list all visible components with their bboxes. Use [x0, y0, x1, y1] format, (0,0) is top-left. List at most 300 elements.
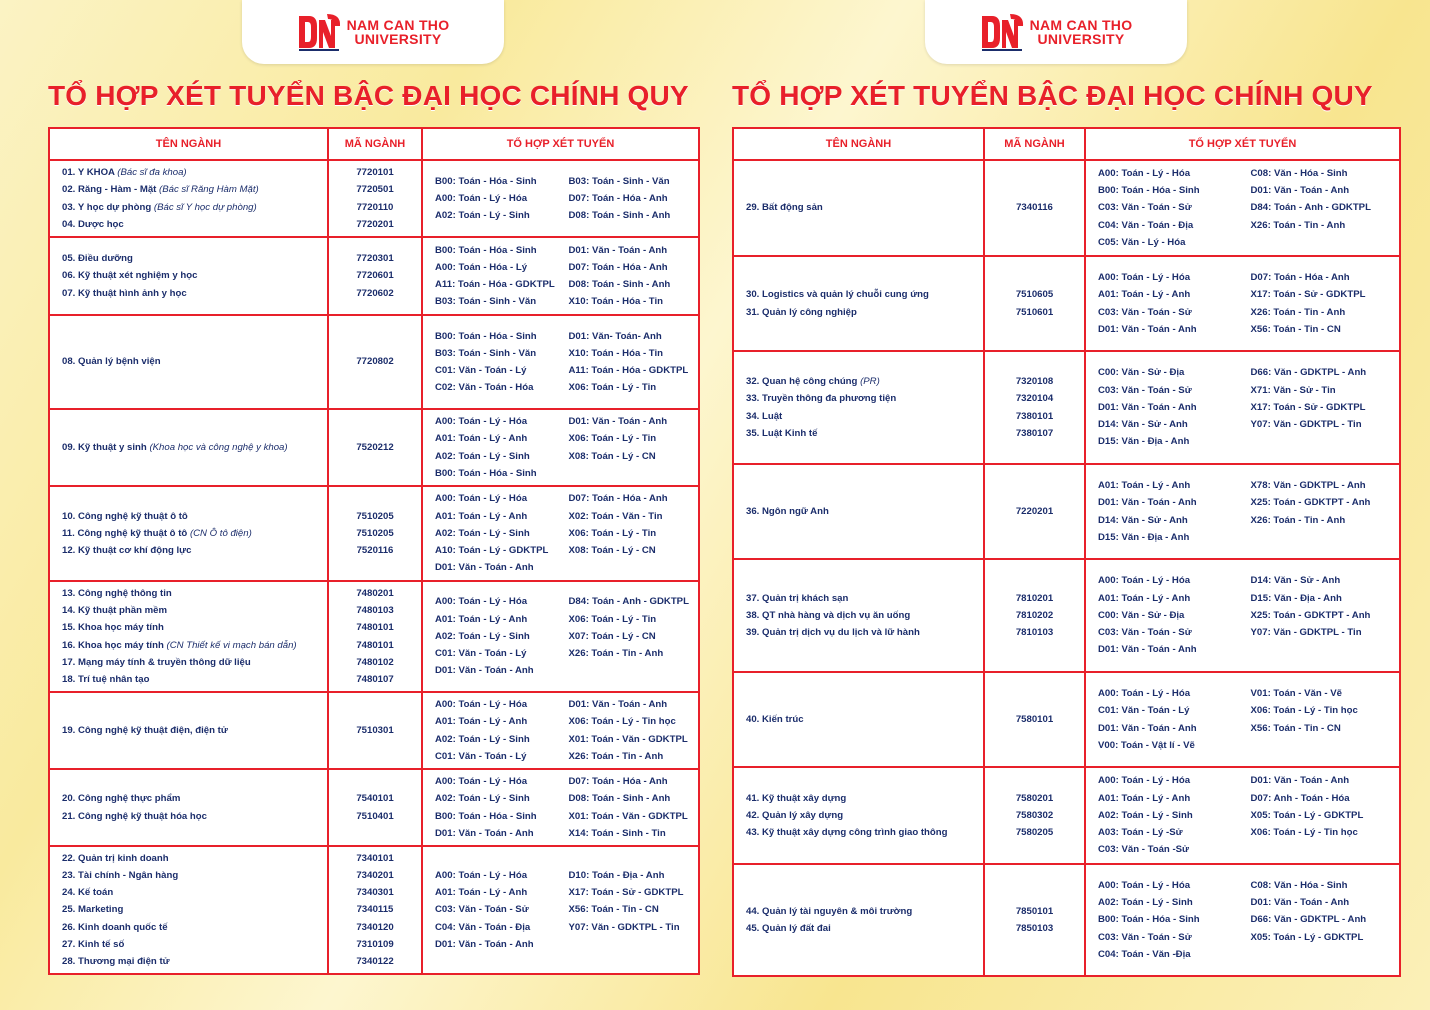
combination-cell — [1085, 351, 1400, 464]
subject-combination: A01: Toán - Lý - Anh — [1098, 792, 1191, 804]
subject-combination: X17: Toán - Sử - GDKTPL — [1250, 401, 1366, 413]
programs-table-left — [48, 127, 700, 975]
subject-combination: A02: Toán - Lý - Sinh — [1098, 809, 1193, 821]
program-codes-cell — [328, 409, 422, 486]
subject-combination: D15: Văn - Địa - Anh — [1098, 531, 1190, 543]
subject-combination: D14: Văn - Sử - Anh — [1250, 575, 1341, 587]
program-code: 7340101 — [356, 852, 394, 864]
program-name: 32. Quan hệ công chúng (PR) — [746, 376, 880, 388]
subject-combination: X26: Toán - Tin - Anh — [1250, 219, 1346, 231]
program-name: 31. Quản lý công nghiệp — [746, 306, 857, 318]
combination-cell — [422, 409, 699, 486]
subject-combination: B00: Toán - Hóa - Sinh — [435, 467, 537, 479]
program-code: 7510205 — [356, 527, 394, 539]
subject-combination: C04: Văn - Toán - Địa — [1098, 219, 1194, 231]
program-code: 7510605 — [1015, 289, 1054, 301]
subject-combination: B03: Toán - Sinh - Văn — [435, 347, 537, 359]
table-row — [733, 559, 1400, 672]
combination-cell — [422, 846, 699, 974]
program-codes-cell — [328, 237, 422, 315]
subject-combination: B03: Toán - Sinh - Văn — [568, 175, 670, 187]
table-row — [49, 409, 699, 486]
subject-combination: V01: Toán - Văn - Vẽ — [1250, 688, 1343, 700]
table-row — [49, 769, 699, 846]
program-code: 7850103 — [1015, 923, 1054, 934]
subject-combination: V00: Toán - Vật lí - Vẽ — [1098, 739, 1195, 751]
program-name: 02. Răng - Hàm - Mặt (Bác sĩ Răng Hàm Mặt) — [62, 184, 259, 196]
subject-combination: C04: Văn - Toán - Địa — [435, 921, 531, 933]
program-code: 7720802 — [356, 356, 394, 368]
program-code: 7580101 — [1015, 713, 1054, 725]
table-row — [49, 160, 699, 237]
subject-combination: C02: Văn - Toán - Hóa — [435, 382, 534, 394]
program-code: 7720110 — [356, 201, 394, 213]
program-codes-cell — [984, 672, 1085, 767]
table-row — [49, 692, 699, 769]
program-code: 7380101 — [1015, 410, 1054, 422]
program-code: 7480101 — [356, 622, 394, 634]
combination-cell — [1085, 864, 1400, 976]
program-names-cell — [49, 409, 328, 486]
subject-combination: A00: Toán - Lý - Hóa — [1098, 688, 1191, 700]
program-name: 26. Kinh doanh quốc tế — [62, 921, 168, 933]
program-code: 7580302 — [1015, 809, 1054, 821]
program-name: 09. Kỹ thuật y sinh (Khoa học và công nghệ y khoa) — [62, 441, 288, 453]
table-row — [733, 464, 1400, 559]
program-name: 14. Kỹ thuật phần mềm — [62, 605, 168, 617]
subject-combination: X25: Toán - GDKTPT - Anh — [1250, 609, 1371, 621]
program-codes-cell — [984, 864, 1085, 976]
university-logo — [242, 0, 504, 64]
subject-combination: D01: Văn - Toán - Anh — [435, 827, 534, 839]
program-name: 20. Công nghệ thực phẩm — [62, 793, 181, 805]
program-names-cell — [49, 692, 328, 769]
subject-combination: D07: Toán - Hóa - Anh — [1250, 272, 1350, 284]
program-name: 30. Logistics và quản lý chuỗi cung ứng — [746, 289, 929, 301]
subject-combination: A00: Toán - Lý - Hóa — [1098, 575, 1191, 587]
table-row — [733, 672, 1400, 767]
program-code: 7340201 — [356, 869, 394, 881]
program-name: 25. Marketing — [62, 904, 124, 916]
program-name: 22. Quản trị kinh doanh — [62, 852, 169, 864]
subject-combination: B00: Toán - Hóa - Sinh — [435, 175, 537, 187]
subject-combination: A02: Toán - Lý - Sinh — [1098, 897, 1193, 909]
university-logo — [925, 0, 1187, 64]
subject-combination: X08: Toán - Lý - CN — [568, 545, 656, 557]
program-code: 7810103 — [1015, 627, 1054, 639]
combination-cell — [422, 315, 699, 409]
program-name: 04. Dược học — [62, 218, 124, 230]
subject-combination: A02: Toán - Lý - Sinh — [435, 793, 530, 805]
program-name: 16. Khoa học máy tính (CN Thiết kế vi mạch bán dẫn) — [62, 639, 297, 651]
subject-combination: X25: Toán - GDKTPT - Anh — [1250, 497, 1371, 509]
program-codes-cell — [984, 256, 1085, 351]
subject-combination: X56: Toán - Tin - CN — [1250, 323, 1341, 335]
subject-combination: A00: Toán - Lý - Hóa — [1098, 879, 1191, 891]
program-code: 7340120 — [356, 921, 394, 933]
program-codes-cell — [328, 846, 422, 974]
program-codes-cell — [984, 559, 1085, 672]
combination-cell — [1085, 160, 1400, 256]
page-heading: TỔ HỢP XÉT TUYỂN BẬC ĐẠI HỌC CHÍNH QUY — [732, 80, 1373, 111]
subject-combination: C01: Văn - Toán - Lý — [435, 365, 527, 376]
subject-combination: B00: Toán - Hóa - Sinh — [1098, 914, 1200, 926]
program-name: 41. Kỹ thuật xây dựng — [746, 792, 847, 804]
table-row — [49, 846, 699, 974]
combination-cell — [1085, 464, 1400, 559]
subject-combination: X56: Toán - Tin - CN — [568, 904, 659, 916]
program-code: 7810202 — [1015, 609, 1054, 621]
program-code: 7340116 — [1016, 202, 1053, 214]
subject-combination: D01: Văn - Toán - Anh — [1250, 775, 1350, 787]
program-codes-cell — [984, 464, 1085, 559]
subject-combination: D84: Toán - Anh - GDKTPL — [1250, 202, 1371, 214]
brand-line-1: NAM CAN THO — [346, 17, 450, 33]
program-name: 33. Truyền thông đa phương tiện — [746, 393, 897, 405]
subject-combination: A10: Toán - Lý - GDKTPL — [435, 545, 549, 557]
subject-combination: D10: Toán - Địa - Anh — [568, 869, 665, 881]
program-code: 7480101 — [356, 639, 394, 651]
subject-combination: X71: Văn - Sử - Tin — [1250, 384, 1336, 396]
program-name: 21. Công nghệ kỹ thuật hóa học — [62, 810, 207, 822]
subject-combination: A01: Toán - Lý - Anh — [1098, 289, 1191, 301]
subject-combination: C03: Văn - Toán - Sử — [1098, 384, 1192, 396]
program-codes-cell — [984, 351, 1085, 464]
subject-combination: D01: Văn - Toán - Anh — [568, 244, 668, 256]
program-names-cell — [49, 846, 328, 974]
program-code: 7510401 — [356, 810, 394, 822]
program-name: 10. Công nghệ kỹ thuật ô tô — [62, 510, 188, 522]
subject-combination: A01: Toán - Lý - Anh — [435, 716, 528, 728]
left-page — [0, 0, 700, 1010]
programs-table-right — [732, 127, 1401, 977]
program-names-cell — [49, 315, 328, 409]
combination-cell — [1085, 672, 1400, 767]
dnc-logo-icon — [297, 12, 341, 52]
program-codes-cell — [984, 160, 1085, 256]
subject-combination: A00: Toán - Lý - Hóa — [435, 416, 528, 428]
program-names-cell — [49, 160, 328, 237]
program-code: 7320104 — [1015, 393, 1054, 405]
program-codes-cell — [328, 160, 422, 237]
program-code: 7720301 — [356, 253, 394, 265]
dnc-logo-icon — [980, 12, 1024, 52]
program-name: 29. Bất động sản — [746, 202, 823, 214]
subject-combination: D01: Văn - Toán - Anh — [1250, 185, 1350, 197]
subject-combination: D15: Văn - Địa - Anh — [1098, 436, 1190, 448]
program-name: 34. Luật — [746, 410, 783, 422]
program-names-cell — [733, 464, 984, 559]
subject-combination: D01: Văn - Toán - Anh — [435, 562, 534, 574]
subject-combination: B00: Toán - Hóa - Sinh — [1098, 185, 1200, 197]
subject-combination: A01: Toán - Lý - Anh — [1098, 480, 1191, 492]
subject-combination: A00: Toán - Lý - Hóa — [435, 776, 528, 788]
col-header-combo: TỔ HỢP XÉT TUYỂN — [1085, 128, 1400, 160]
subject-combination: C01: Văn - Toán - Lý — [435, 750, 527, 762]
subject-combination: X26: Toán - Tin - Anh — [568, 648, 664, 660]
subject-combination: C03: Văn - Toán -Sử — [1098, 844, 1189, 856]
subject-combination: Y07: Văn - GDKTPL - Tin — [1250, 627, 1362, 639]
program-code: 7540101 — [356, 793, 394, 805]
subject-combination: X06: Toán - Lý - Tin — [568, 433, 657, 445]
subject-combination: C03: Văn - Toán - Sử — [1098, 931, 1192, 943]
subject-combination: X26: Toán - Tin - Anh — [1250, 514, 1346, 526]
program-name: 23. Tài chính - Ngân hàng — [62, 869, 179, 881]
program-names-cell — [733, 351, 984, 464]
subject-combination: D07: Anh - Toán - Hóa — [1250, 792, 1350, 804]
program-code: 7850101 — [1015, 905, 1054, 917]
subject-combination: X05: Toán - Lý - GDKTPL — [1250, 931, 1364, 943]
program-name: 06. Kỹ thuật xét nghiệm y học — [62, 270, 198, 282]
program-code: 7520212 — [356, 441, 394, 453]
program-names-cell — [49, 581, 328, 692]
program-code: 7480107 — [356, 673, 394, 685]
subject-combination: D15: Văn - Địa - Anh — [1250, 592, 1342, 604]
program-name: 24. Kế toán — [62, 887, 114, 899]
subject-combination: A00: Toán - Lý - Hóa — [435, 596, 528, 608]
program-name: 40. Kiến trúc — [746, 713, 804, 725]
program-code: 7480201 — [356, 587, 394, 599]
program-code: 7510205 — [356, 510, 394, 522]
program-code: 7810201 — [1015, 592, 1054, 604]
brand-line-1: NAM CAN THO — [1029, 17, 1133, 33]
subject-combination: C04: Toán - Văn -Địa — [1098, 948, 1191, 960]
subject-combination: A02: Toán - Lý - Sinh — [435, 527, 530, 539]
subject-combination: D01: Văn - Toán - Anh — [1250, 897, 1350, 909]
subject-combination: D01: Văn- Toán- Anh — [568, 330, 662, 342]
subject-combination: X10: Toán - Hóa - Tin — [568, 296, 664, 308]
program-codes-cell — [328, 486, 422, 581]
combination-cell — [422, 486, 699, 581]
subject-combination: X07: Toán - Lý - CN — [568, 630, 656, 642]
right-page — [715, 0, 1430, 1010]
program-code: 7580201 — [1015, 792, 1054, 804]
table-row — [733, 256, 1400, 351]
subject-combination: C03: Văn - Toán - Sử — [1098, 202, 1192, 214]
subject-combination: C03: Văn - Toán - Sử — [435, 904, 529, 916]
subject-combination: B00: Toán - Hóa - Sinh — [435, 244, 537, 256]
program-code: 7520116 — [356, 545, 394, 557]
subject-combination: X14: Toán - Sinh - Tin — [568, 827, 666, 839]
subject-combination: B00: Toán - Hóa - Sinh — [435, 330, 537, 342]
subject-combination: C01: Văn - Toán - Lý — [435, 648, 527, 660]
subject-combination: A00: Toán - Lý - Hóa — [435, 493, 528, 505]
subject-combination: D01: Văn - Toán - Anh — [1098, 323, 1197, 335]
program-codes-cell — [328, 692, 422, 769]
subject-combination: A02: Toán - Lý - Sinh — [435, 630, 530, 642]
subject-combination: D08: Toán - Sinh - Anh — [568, 279, 671, 290]
program-code: 7480103 — [356, 605, 394, 617]
subject-combination: D01: Văn - Toán - Anh — [1098, 497, 1197, 509]
program-name: 07. Kỹ thuật hình ảnh y học — [62, 287, 187, 299]
program-code: 7720101 — [356, 167, 394, 179]
program-name: 37. Quản trị khách sạn — [746, 592, 849, 604]
program-name: 35. Luật Kinh tế — [746, 427, 818, 439]
subject-combination: A11: Toán - Hóa - GDKTPL — [435, 279, 555, 290]
combination-cell — [1085, 559, 1400, 672]
subject-combination: C00: Văn - Sử - Địa — [1098, 367, 1185, 379]
subject-combination: Y07: Văn - GDKTPL - Tin — [1250, 419, 1362, 431]
col-header-name: TÊN NGÀNH — [733, 128, 984, 160]
program-name: 39. Quản trị dịch vụ du lịch và lữ hành — [746, 627, 920, 639]
col-header-code: MÃ NGÀNH — [984, 128, 1085, 160]
program-name: 03. Y học dự phòng (Bác sĩ Y học dự phòng) — [62, 201, 257, 213]
subject-combination: D01: Văn - Toán - Anh — [1098, 644, 1197, 656]
subject-combination: X05: Toán - Lý - GDKTPL — [1250, 809, 1364, 821]
subject-combination: D01: Văn - Toán - Anh — [568, 699, 668, 711]
subject-combination: A03: Toán - Lý -Sử — [1098, 827, 1183, 839]
program-name: 17. Mạng máy tính & truyền thông dữ liệu — [62, 656, 251, 668]
program-code: 7220201 — [1015, 505, 1054, 517]
program-name: 44. Quản lý tài nguyên & môi trường — [746, 905, 913, 917]
program-codes-cell — [328, 769, 422, 846]
program-codes-cell — [328, 581, 422, 692]
subject-combination: A00: Toán - Lý - Hóa — [435, 699, 528, 711]
table-header — [733, 128, 1400, 160]
subject-combination: A01: Toán - Lý - Anh — [435, 433, 528, 445]
subject-combination: X06: Toán - Lý - Tin học — [1250, 827, 1358, 839]
program-code: 7720501 — [356, 184, 394, 196]
subject-combination: A11: Toán - Hóa - GDKTPL — [568, 365, 689, 376]
subject-combination: A00: Toán - Lý - Hóa — [1098, 775, 1191, 787]
program-name: 05. Điều dưỡng — [62, 253, 133, 265]
subject-combination: X01: Toán - Văn - GDKTPL — [568, 810, 688, 822]
subject-combination: C08: Văn - Hóa - Sinh — [1250, 879, 1348, 891]
program-code: 7310109 — [356, 938, 394, 950]
combination-cell — [1085, 256, 1400, 351]
program-name: 15. Khoa học máy tính — [62, 622, 164, 634]
program-names-cell — [733, 256, 984, 351]
subject-combination: Y07: Văn - GDKTPL - Tin — [568, 921, 680, 933]
subject-combination: D01: Văn - Toán - Anh — [435, 938, 534, 950]
subject-combination: A02: Toán - Lý - Sinh — [435, 733, 530, 745]
subject-combination: D14: Văn - Sử - Anh — [1098, 514, 1188, 526]
program-codes-cell — [984, 767, 1085, 864]
program-name: 43. Kỹ thuật xây dựng công trình giao thông — [746, 827, 948, 839]
subject-combination: B00: Toán - Hóa - Sinh — [435, 810, 537, 822]
program-code: 7340122 — [356, 956, 394, 967]
program-code: 7510601 — [1015, 306, 1054, 318]
program-code: 7480102 — [356, 656, 394, 668]
subject-combination: D66: Văn - GDKTPL - Anh — [1250, 367, 1367, 379]
brand-line-2: UNIVERSITY — [354, 31, 442, 47]
program-name: 42. Quản lý xây dựng — [746, 809, 844, 821]
col-header-code: MÃ NGÀNH — [328, 128, 422, 160]
subject-combination: D08: Toán - Sinh - Anh — [568, 793, 671, 805]
subject-combination: X06: Toán - Lý - Tin học — [1250, 705, 1358, 717]
program-code: 7380107 — [1015, 427, 1054, 439]
subject-combination: D07: Toán - Hóa - Anh — [568, 192, 668, 204]
program-name: 27. Kinh tế số — [62, 938, 125, 950]
table-row — [733, 767, 1400, 864]
program-names-cell — [733, 864, 984, 976]
table-row — [733, 864, 1400, 976]
table-row — [49, 237, 699, 315]
combination-cell — [422, 237, 699, 315]
program-code: 7320108 — [1015, 376, 1054, 388]
program-name: 36. Ngôn ngữ Anh — [746, 505, 829, 517]
subject-combination: X17: Toán - Sử - GDKTPL — [1250, 289, 1366, 301]
col-header-combo: TỔ HỢP XÉT TUYỂN — [422, 128, 699, 160]
subject-combination: A00: Toán - Lý - Hóa — [435, 869, 528, 881]
subject-combination: D01: Văn - Toán - Anh — [435, 665, 534, 677]
subject-combination: X02: Toán - Văn - Tin — [568, 510, 663, 522]
program-code: 7720602 — [356, 287, 394, 299]
subject-combination: C05: Văn - Lý - Hóa — [1098, 236, 1186, 248]
brand-line-2: UNIVERSITY — [1037, 31, 1125, 47]
program-name: 11. Công nghệ kỹ thuật ô tô (CN Ô tô điện) — [62, 527, 252, 539]
program-name: 01. Y KHOA (Bác sĩ đa khoa) — [62, 167, 187, 179]
subject-combination: A01: Toán - Lý - Anh — [435, 510, 528, 522]
subject-combination: C08: Văn - Hóa - Sinh — [1250, 167, 1348, 179]
program-names-cell — [49, 237, 328, 315]
subject-combination: D07: Toán - Hóa - Anh — [568, 493, 668, 505]
program-names-cell — [49, 769, 328, 846]
subject-combination: X06: Toán - Lý - Tin — [568, 527, 657, 539]
subject-combination: X26: Toán - Tin - Anh — [1250, 306, 1346, 318]
program-names-cell — [733, 767, 984, 864]
subject-combination: X10: Toán - Hóa - Tin — [568, 347, 664, 359]
program-names-cell — [733, 672, 984, 767]
program-names-cell — [49, 486, 328, 581]
subject-combination: C03: Văn - Toán - Sử — [1098, 627, 1192, 639]
subject-combination: A01: Toán - Lý - Anh — [435, 613, 528, 625]
program-name: 12. Kỹ thuật cơ khí động lực — [62, 545, 192, 557]
table-row — [733, 160, 1400, 256]
program-code: 7510301 — [356, 724, 394, 736]
table-header — [49, 128, 699, 160]
subject-combination: D14: Văn - Sử - Anh — [1098, 419, 1188, 431]
table-row — [49, 486, 699, 581]
program-names-cell — [733, 160, 984, 256]
program-name: 18. Trí tuệ nhân tạo — [62, 673, 150, 685]
subject-combination: C03: Văn - Toán - Sử — [1098, 306, 1192, 318]
program-name: 08. Quản lý bệnh viện — [62, 356, 161, 368]
subject-combination: D01: Văn - Toán - Anh — [1098, 401, 1197, 413]
subject-combination: X06: Toán - Lý - Tin — [568, 613, 657, 625]
subject-combination: X01: Toán - Văn - GDKTPL — [568, 733, 688, 745]
col-header-name: TÊN NGÀNH — [49, 128, 328, 160]
subject-combination: X08: Toán - Lý - CN — [568, 450, 656, 462]
program-name: 13. Công nghệ thông tin — [62, 587, 172, 599]
page-heading: TỔ HỢP XÉT TUYỂN BẬC ĐẠI HỌC CHÍNH QUY — [48, 80, 689, 111]
subject-combination: C01: Văn - Toán - Lý — [1098, 705, 1190, 717]
program-code: 7340115 — [356, 904, 394, 916]
subject-combination: C00: Văn - Sử - Địa — [1098, 609, 1185, 621]
subject-combination: D07: Toán - Hóa - Anh — [568, 261, 668, 273]
subject-combination: A01: Toán - Lý - Anh — [1098, 592, 1191, 604]
program-code: 7340301 — [356, 887, 394, 899]
program-code: 7580205 — [1015, 827, 1054, 839]
program-name: 19. Công nghệ kỹ thuật điện, điện tử — [62, 724, 228, 736]
subject-combination: D66: Văn - GDKTPL - Anh — [1250, 914, 1367, 926]
table-row — [49, 581, 699, 692]
subject-combination: X06: Toán - Lý - Tin — [568, 382, 657, 394]
subject-combination: X56: Toán - Tin - CN — [1250, 722, 1341, 734]
subject-combination: D84: Toán - Anh - GDKTPL — [568, 596, 689, 608]
subject-combination: D07: Toán - Hóa - Anh — [568, 776, 668, 788]
subject-combination: D01: Văn - Toán - Anh — [1098, 722, 1197, 734]
combination-cell — [422, 692, 699, 769]
program-name: 28. Thương mại điện tử — [62, 956, 170, 967]
subject-combination: X17: Toán - Sử - GDKTPL — [568, 887, 684, 899]
subject-combination: A02: Toán - Lý - Sinh — [435, 450, 530, 462]
subject-combination: D08: Toán - Sinh - Anh — [568, 210, 671, 222]
subject-combination: A00: Toán - Lý - Hóa — [435, 192, 528, 204]
subject-combination: A02: Toán - Lý - Sinh — [435, 210, 530, 222]
table-row — [733, 351, 1400, 464]
subject-combination: X26: Toán - Tin - Anh — [568, 750, 664, 762]
